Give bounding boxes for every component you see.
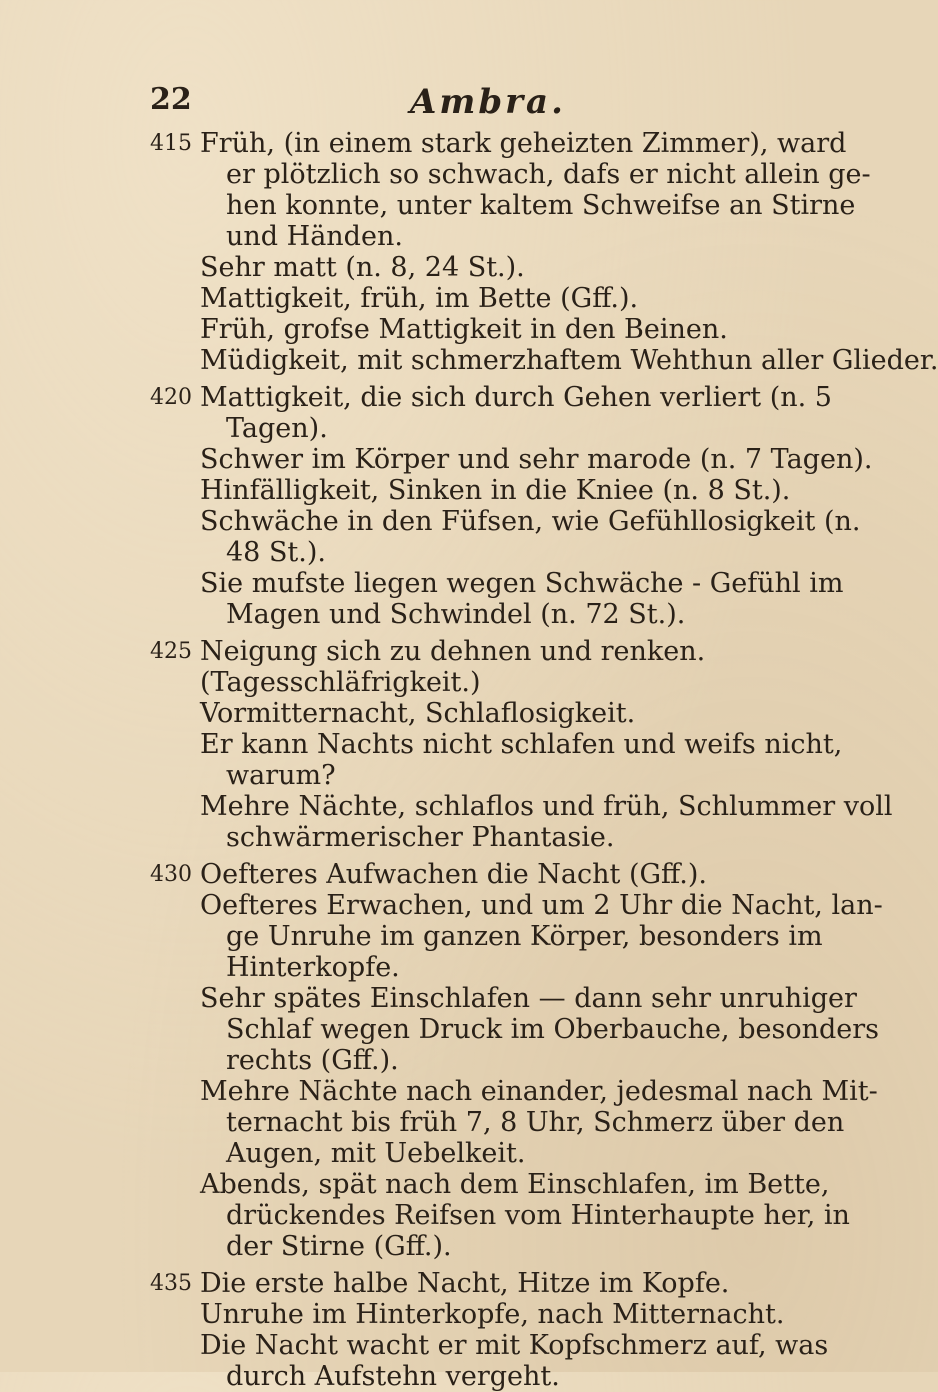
symptom-entry	[0, 1268, 800, 1299]
running-title: Ambra.	[410, 82, 566, 122]
symptom-list	[0, 128, 938, 1392]
entry-text-line: Mattigkeit, die sich durch Gehen verliert (n. 5	[200, 382, 832, 413]
entry-text-line: Er kann Nachts nicht schlafen und weifs nicht,	[200, 729, 843, 760]
symptom-entry	[0, 890, 883, 983]
entry-text-line: Früh, grofse Mattigkeit in den Beinen.	[200, 314, 728, 345]
entry-text-line: Unruhe im Hinterkopfe, nach Mitternacht.	[200, 1299, 785, 1330]
symptom-entry	[0, 667, 800, 698]
entry-text-line: Die Nacht wacht er mit Kopfschmerz auf, was	[200, 1330, 829, 1361]
symptom-entry	[0, 1299, 800, 1330]
page-header	[0, 82, 800, 122]
entry-text-line: ge Unruhe im ganzen Körper, besonders im	[226, 921, 823, 952]
symptom-entry	[0, 636, 800, 667]
page-number: 22	[150, 82, 192, 117]
symptom-entry	[0, 506, 861, 568]
entry-text-line: Die erste halbe Nacht, Hitze im Kopfe.	[200, 1268, 730, 1299]
entry-text-line: Hinfälligkeit, Sinken in die Kniee (n. 8 St.).	[200, 475, 791, 506]
entry-text-line: und Händen.	[226, 221, 403, 252]
symptom-entry	[0, 791, 893, 853]
entry-text-line: warum?	[226, 760, 336, 791]
line-number: 415	[150, 131, 192, 156]
symptom-entry	[0, 345, 938, 376]
entry-text-line: er plötzlich so schwach, dafs er nicht allein ge-	[226, 159, 871, 190]
entry-text-line: Mehre Nächte, schlaflos und früh, Schlummer voll	[200, 791, 893, 822]
entry-text-line: Sie mufste liegen wegen Schwäche - Gefühl im	[200, 568, 844, 599]
entry-text-line: der Stirne (Gff.).	[226, 1231, 452, 1262]
entry-text-line: schwärmerischer Phantasie.	[226, 822, 615, 853]
entry-text-line: Schwäche in den Füfsen, wie Gefühllosigkeit (n.	[200, 506, 861, 537]
entry-text-line: Neigung sich zu dehnen und renken.	[200, 636, 706, 667]
entry-text-line: Hinterkopfe.	[226, 952, 400, 983]
entry-text-line: (Tagesschläfrigkeit.)	[200, 667, 481, 698]
symptom-entry	[0, 128, 871, 252]
symptom-entry	[0, 252, 800, 283]
entry-text-line: Abends, spät nach dem Einschlafen, im Bette,	[200, 1169, 830, 1200]
symptom-entry	[0, 1330, 829, 1392]
entry-text-line: hen konnte, unter kaltem Schweifse an Stirne	[226, 190, 856, 221]
symptom-entry	[0, 698, 800, 729]
entry-text-line: Oefteres Aufwachen die Nacht (Gff.).	[200, 859, 707, 890]
line-number: 425	[150, 639, 192, 664]
line-number: 420	[150, 385, 192, 410]
entry-text-line: Vormitternacht, Schlaflosigkeit.	[200, 698, 636, 729]
entry-text-line: Schwer im Körper und sehr marode (n. 7 Tagen).	[200, 444, 873, 475]
entry-text-line: Oefteres Erwachen, und um 2 Uhr die Nacht, lan-	[200, 890, 883, 921]
entry-text-line: Sehr spätes Einschlafen — dann sehr unruhiger	[200, 983, 857, 1014]
symptom-entry	[0, 1169, 850, 1262]
line-number: 435	[150, 1271, 192, 1296]
entry-text-line: ternacht bis früh 7, 8 Uhr, Schmerz über den	[226, 1107, 845, 1138]
symptom-entry	[0, 382, 832, 444]
symptom-entry	[0, 475, 800, 506]
symptom-entry	[0, 444, 873, 475]
symptom-entry	[0, 568, 844, 630]
line-number: 430	[150, 862, 192, 887]
entry-text-line: Magen und Schwindel (n. 72 St.).	[226, 599, 686, 630]
symptom-entry	[0, 283, 800, 314]
entry-text-line: Früh, (in einem stark geheizten Zimmer), ward	[200, 128, 847, 159]
entry-text-line: Müdigkeit, mit schmerzhaftem Wehthun aller Glieder.	[200, 345, 938, 376]
entry-text-line: rechts (Gff.).	[226, 1045, 399, 1076]
entry-text-line: Sehr matt (n. 8, 24 St.).	[200, 252, 525, 283]
entry-text-line: Tagen).	[226, 413, 328, 444]
entry-text-line: Mehre Nächte nach einander, jedesmal nach Mit-	[200, 1076, 878, 1107]
symptom-entry	[0, 729, 843, 791]
entry-text-line: durch Aufstehn vergeht.	[226, 1361, 560, 1392]
symptom-entry	[0, 859, 800, 890]
symptom-entry	[0, 983, 879, 1076]
entry-text-line: Augen, mit Uebelkeit.	[226, 1138, 526, 1169]
entry-text-line: drückendes Reifsen vom Hinterhaupte her, in	[226, 1200, 850, 1231]
entry-text-line: 48 St.).	[226, 537, 326, 568]
symptom-entry	[0, 314, 800, 345]
entry-text-line: Mattigkeit, früh, im Bette (Gff.).	[200, 283, 639, 314]
symptom-entry	[0, 1076, 878, 1169]
entry-text-line: Schlaf wegen Druck im Oberbauche, besonders	[226, 1014, 879, 1045]
